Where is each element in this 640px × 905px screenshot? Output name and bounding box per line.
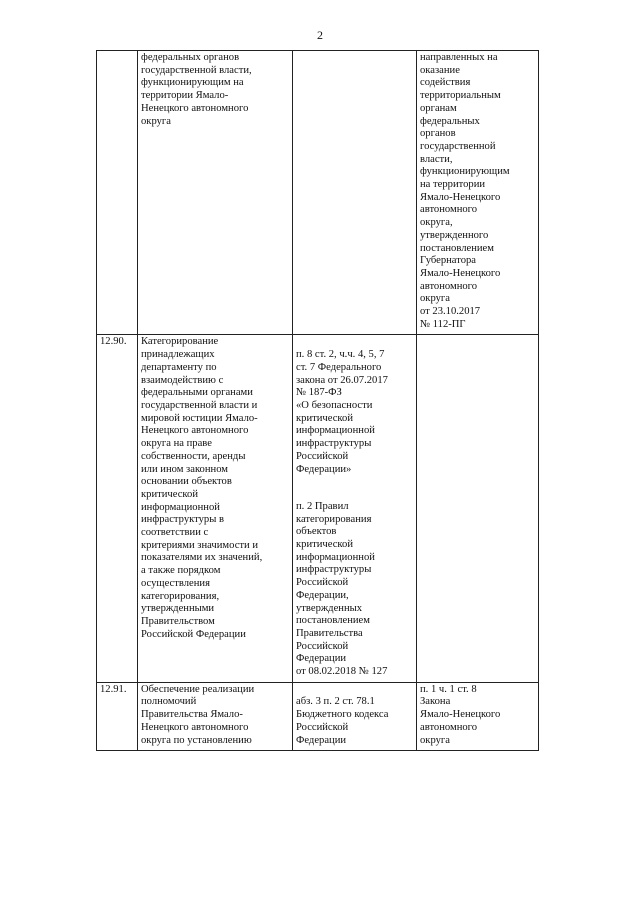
table-row xyxy=(97,51,539,335)
federal-basis-cell xyxy=(293,335,417,682)
regional-basis-cell: п. 1 ч. 1 ст. 8 Закона Ямало-Ненецкого автономного округа xyxy=(417,682,539,751)
authority-name-cell: федеральных органов государственной власти, функционирующим на территории Ямало- Ненецкого автономного округа xyxy=(138,51,293,335)
federal-basis-text: п. 2 Правил категорирования объектов критической информационной инфраструктуры Российской Федерации, утвержденных постановлением Правительства Российской Федерации от 08.02.2018 № 127 xyxy=(296,500,388,678)
authority-name-cell: Категорирование принадлежащих департаменту по взаимодействию с федеральными органами государственной власти и мировой юстиции Ямало- Ненецкого автономного округа на праве собственности, аренды или ином законном основании объектов критической информационной инфраструктуры в соответствии с критериями значимости и показателями их значений, а также порядком осуществления категорирования, утвержденными Правительством Российской Федерации xyxy=(138,335,293,682)
row-number-cell xyxy=(97,51,138,335)
row-number-cell: 12.91. xyxy=(97,682,138,751)
federal-basis-text: абз. 3 п. 2 ст. 78.1 Бюджетного кодекса Российской Федерации xyxy=(296,696,389,746)
federal-basis-cell xyxy=(293,51,417,335)
row-number-cell: 12.90. xyxy=(97,335,138,682)
authority-name-cell: Обеспечение реализации полномочий Правительства Ямало- Ненецкого автономного округа по установлению xyxy=(138,682,293,751)
page-number: 2 xyxy=(317,28,323,42)
federal-basis-cell xyxy=(293,682,417,751)
regional-basis-cell xyxy=(417,335,539,682)
document-table xyxy=(96,50,539,751)
regional-basis-cell: направленных на оказание содействия территориальным органам федеральных органов государственной власти, функционирующим на территории Ямало-Ненецкого автономного округа, утвержденного постановлением Губернатора Ямало-Ненецкого автономного округа от 23.10.2017 № 112-ПГ xyxy=(417,51,539,335)
table-row xyxy=(97,682,539,751)
table-row xyxy=(97,335,539,682)
federal-basis-text: п. 8 ст. 2, ч.ч. 4, 5, 7 ст. 7 Федерального закона от 26.07.2017 № 187-ФЗ «О безопасности критической информационной инфраструктуры Российской Федерации» xyxy=(296,349,388,475)
paragraph-gap xyxy=(296,476,413,488)
